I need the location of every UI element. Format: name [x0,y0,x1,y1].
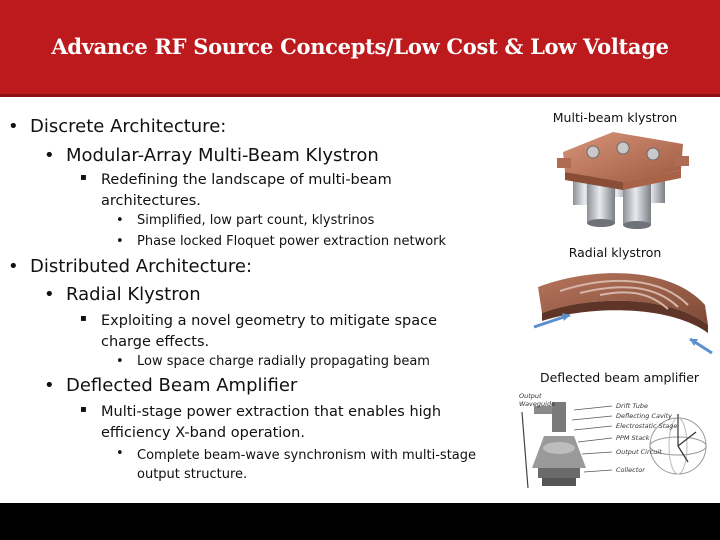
footer-bar [0,503,720,540]
slide-title: Advance RF Source Concepts/Low Cost & Low Voltage [51,34,669,59]
label-ppm-stack: PPM Stack [616,434,650,442]
bullet-marker: • [44,375,55,396]
bullet-discrete: Discrete Architecture: [30,116,227,137]
bullet-modular: Modular-Array Multi-Beam Klystron [66,145,379,166]
label-collector: Collector [616,466,645,474]
bullet-complete: Complete beam-wave synchronism with multi-stage output structure. [137,448,477,482]
bullet-marker: • [8,256,19,277]
label-output-waveguide: Output Waveguide [519,392,556,408]
bullet-marker: • [116,354,124,369]
bullet-simplified: Simplified, low part count, klystrinos [137,213,375,228]
square-bullet-icon: ▪ [80,313,87,324]
label-electrostatic-stage: Electrostatic Stage [616,422,678,430]
bullet-multistage: Multi-stage power extraction that enables high efficiency X-band operation. [101,404,442,441]
bullet-marker: • [116,234,124,249]
label-output-circuit: Output Circuit [616,448,662,456]
square-bullet-icon: ▪ [80,172,87,183]
caption-multibeam: Multi-beam klystron [552,110,678,125]
bullet-low-space: Low space charge radially propagating beam [137,354,430,369]
bullet-phase-locked: Phase locked Floquet power extraction network [137,234,447,249]
square-bullet-icon: ▪ [80,404,87,415]
bullet-radial: Radial Klystron [66,284,201,305]
bullet-marker: • [44,284,55,305]
bullet-marker: • [116,446,124,461]
caption-deflected: Deflected beam amplifier [539,370,700,385]
bullet-marker: • [44,145,55,166]
label-deflecting-cavity: Deflecting Cavity [616,412,673,420]
bullet-marker: • [8,116,19,137]
bullet-distributed: Distributed Architecture: [30,256,253,277]
caption-radial: Radial klystron [568,245,662,260]
bullet-exploiting: Exploiting a novel geometry to mitigate space charge effects. [101,313,438,350]
bullet-redefining: Redefining the landscape of multi-beam architectures. [101,172,392,209]
multibeam-klystron-image [553,130,693,230]
radial-klystron-image [530,265,715,365]
bullet-deflected: Deflected Beam Amplifier [66,375,298,396]
bullet-marker: • [116,213,124,228]
label-drift-tube: Drift Tube [616,402,648,410]
